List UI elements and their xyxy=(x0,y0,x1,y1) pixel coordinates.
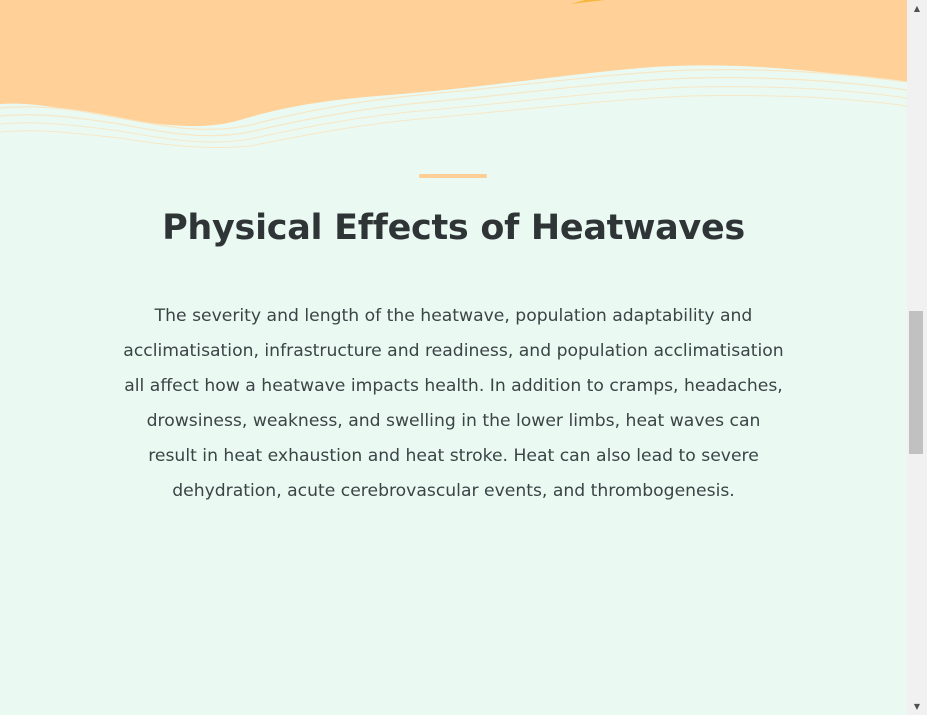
accent-bar xyxy=(419,174,487,178)
section-body-text: The severity and length of the heatwave, population adaptability and acclimatisation, infrastructure and readiness, and population acclimatisation all affect how a heatwave impacts health. In addition to cramps, headaches, drowsiness, weakness, and swelling in the lower limbs, heat waves can result in heat exhaustion and heat stroke. Heat can also lead to severe dehydration, acute cerebrovascular events, and thrombogenesis. xyxy=(123,306,784,501)
scrollbar-thumb[interactable] xyxy=(909,311,923,454)
section-heading: Physical Effects of Heatwaves xyxy=(162,208,745,248)
vertical-scrollbar[interactable] xyxy=(907,0,927,715)
wave-divider xyxy=(0,0,907,150)
scroll-up-icon[interactable]: ▲ xyxy=(913,4,921,13)
scroll-down-icon[interactable]: ▼ xyxy=(913,702,921,711)
